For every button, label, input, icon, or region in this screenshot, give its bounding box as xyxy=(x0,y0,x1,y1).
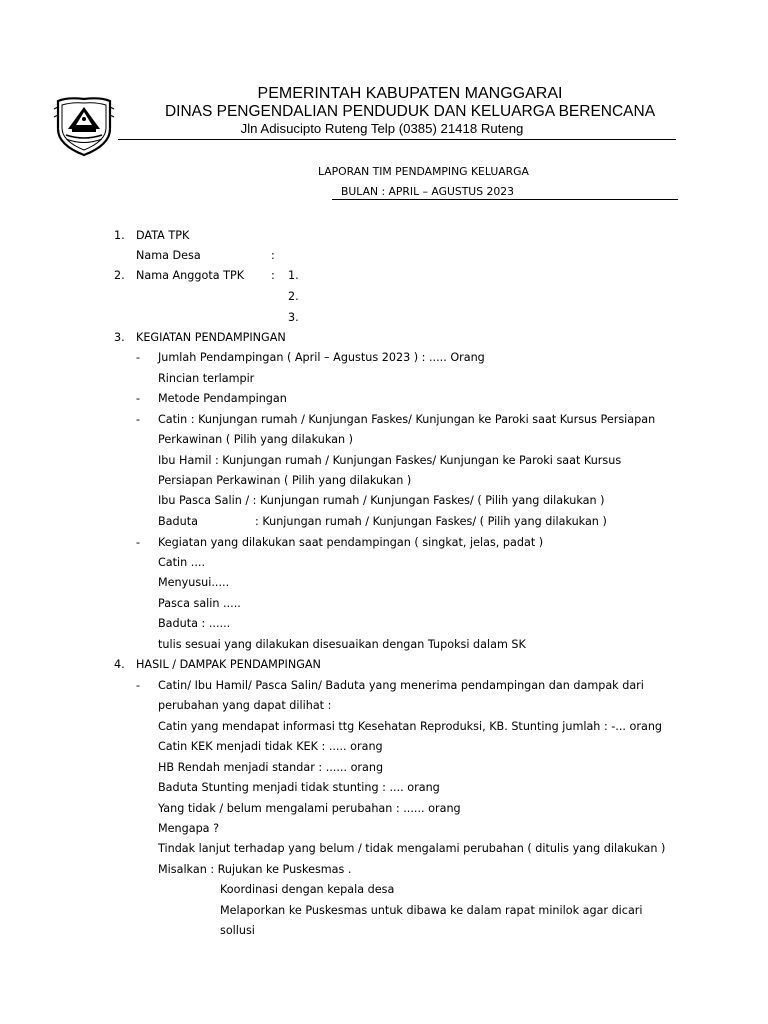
catin-line-1: Catin : Kunjungan rumah / Kunjungan Faskes/ Kunjungan ke Paroki saat Kursus Persiapan xyxy=(158,413,656,426)
anggota-item-2: 2. xyxy=(288,290,299,303)
header-government-line: PEMERINTAH KABUPATEN MANGGARAI xyxy=(257,85,563,102)
indented-line: Koordinasi dengan kepala desa xyxy=(220,883,395,896)
desa-label: Nama Desa xyxy=(136,249,201,262)
rincian-terlampir: Rincian terlampir xyxy=(158,372,255,385)
baduta-value: : Kunjungan rumah / Kunjungan Faskes/ ( Pilih yang dilakukan ) xyxy=(255,515,607,528)
menyusui-dots: Menyusui..... xyxy=(158,576,230,589)
jumlah-pendampingan: Jumlah Pendampingan ( April – Agustus 2023 ) : ..... Orang xyxy=(158,351,485,364)
indented-line: sollusi xyxy=(220,924,255,937)
hasil-line: Catin/ Ibu Hamil/ Pasca Salin/ Baduta yang menerima pendampingan dan dampak dari xyxy=(158,679,644,692)
header-agency-line: DINAS PENGENDALIAN PENDUDUK DAN KELUARGA BERENCANA xyxy=(164,103,656,120)
report-period: BULAN : APRIL – AGUSTUS 2023 xyxy=(341,185,514,198)
indented-line: Melaporkan ke Puskesmas untuk dibawa ke dalam rapat minilok agar dicari xyxy=(220,904,643,917)
header-divider xyxy=(118,139,676,140)
title-divider xyxy=(332,199,678,200)
bullet-dash: - xyxy=(136,392,141,405)
header-address-line: Jln Adisucipto Ruteng Telp (0385) 21418 Ruteng xyxy=(240,121,524,136)
hasil-line: perubahan yang dapat dilihat : xyxy=(158,699,332,712)
section-2-number: 2. xyxy=(114,269,125,282)
anggota-colon: : xyxy=(271,269,275,282)
hasil-line: Catin yang mendapat informasi ttg Kesehatan Reproduksi, KB. Stunting jumlah : -... orang xyxy=(158,720,663,733)
anggota-item-3: 3. xyxy=(288,311,299,324)
hasil-line: Baduta Stunting menjadi tidak stunting : .... orang xyxy=(158,781,440,794)
hasil-line: Mengapa ? xyxy=(158,822,220,835)
section-1-title: DATA TPK xyxy=(136,229,190,242)
pasca-salin-dots: Pasca salin ..... xyxy=(158,597,241,610)
ibu-pasca-salin-line: Ibu Pasca Salin / : Kunjungan rumah / Kunjungan Faskes/ ( Pilih yang dilakukan ) xyxy=(158,494,605,507)
section-3-number: 3. xyxy=(114,331,125,344)
section-3-title: KEGIATAN PENDAMPINGAN xyxy=(136,331,286,344)
baduta-label: Baduta xyxy=(158,515,198,528)
hasil-line: HB Rendah menjadi standar : ...... orang xyxy=(158,761,384,774)
hasil-line: Catin KEK menjadi tidak KEK : ..... orang xyxy=(158,740,383,753)
tulis-sesuai-line: tulis sesuai yang dilakukan disesuaikan dengan Tupoksi dalam SK xyxy=(158,638,526,651)
baduta-dots: Baduta : ...... xyxy=(158,617,231,630)
metode-pendampingan: Metode Pendampingan xyxy=(158,392,287,405)
desa-colon: : xyxy=(271,249,275,262)
bullet-dash: - xyxy=(136,413,141,426)
bullet-dash: - xyxy=(136,536,141,549)
report-title: LAPORAN TIM PENDAMPING KELUARGA xyxy=(318,165,529,178)
section-4-title: HASIL / DAMPAK PENDAMPINGAN xyxy=(136,658,321,671)
section-4-number: 4. xyxy=(114,658,125,671)
hasil-line: Tindak lanjut terhadap yang belum / tidak mengalami perubahan ( ditulis yang dilakukan ) xyxy=(158,842,666,855)
hasil-line: Yang tidak / belum mengalami perubahan : ...... orang xyxy=(158,802,461,815)
anggota-label: Nama Anggota TPK xyxy=(136,269,245,282)
bullet-dash: - xyxy=(136,679,141,692)
ibu-hamil-line-1: Ibu Hamil : Kunjungan rumah / Kunjungan Faskes/ Kunjungan ke Paroki saat Kursus xyxy=(158,454,622,467)
anggota-item-1: 1. xyxy=(288,269,299,282)
ibu-hamil-line-2: Persiapan Perkawinan ( Pilih yang dilakukan ) xyxy=(158,474,412,487)
kegiatan-line: Kegiatan yang dilakukan saat pendampingan ( singkat, jelas, padat ) xyxy=(158,536,544,549)
hasil-line: Misalkan : Rujukan ke Puskesmas . xyxy=(158,863,352,876)
catin-line-2: Perkawinan ( Pilih yang dilakukan ) xyxy=(158,433,353,446)
bullet-dash: - xyxy=(136,351,141,364)
catin-dots: Catin .... xyxy=(158,556,206,569)
section-1-number: 1. xyxy=(114,229,125,242)
